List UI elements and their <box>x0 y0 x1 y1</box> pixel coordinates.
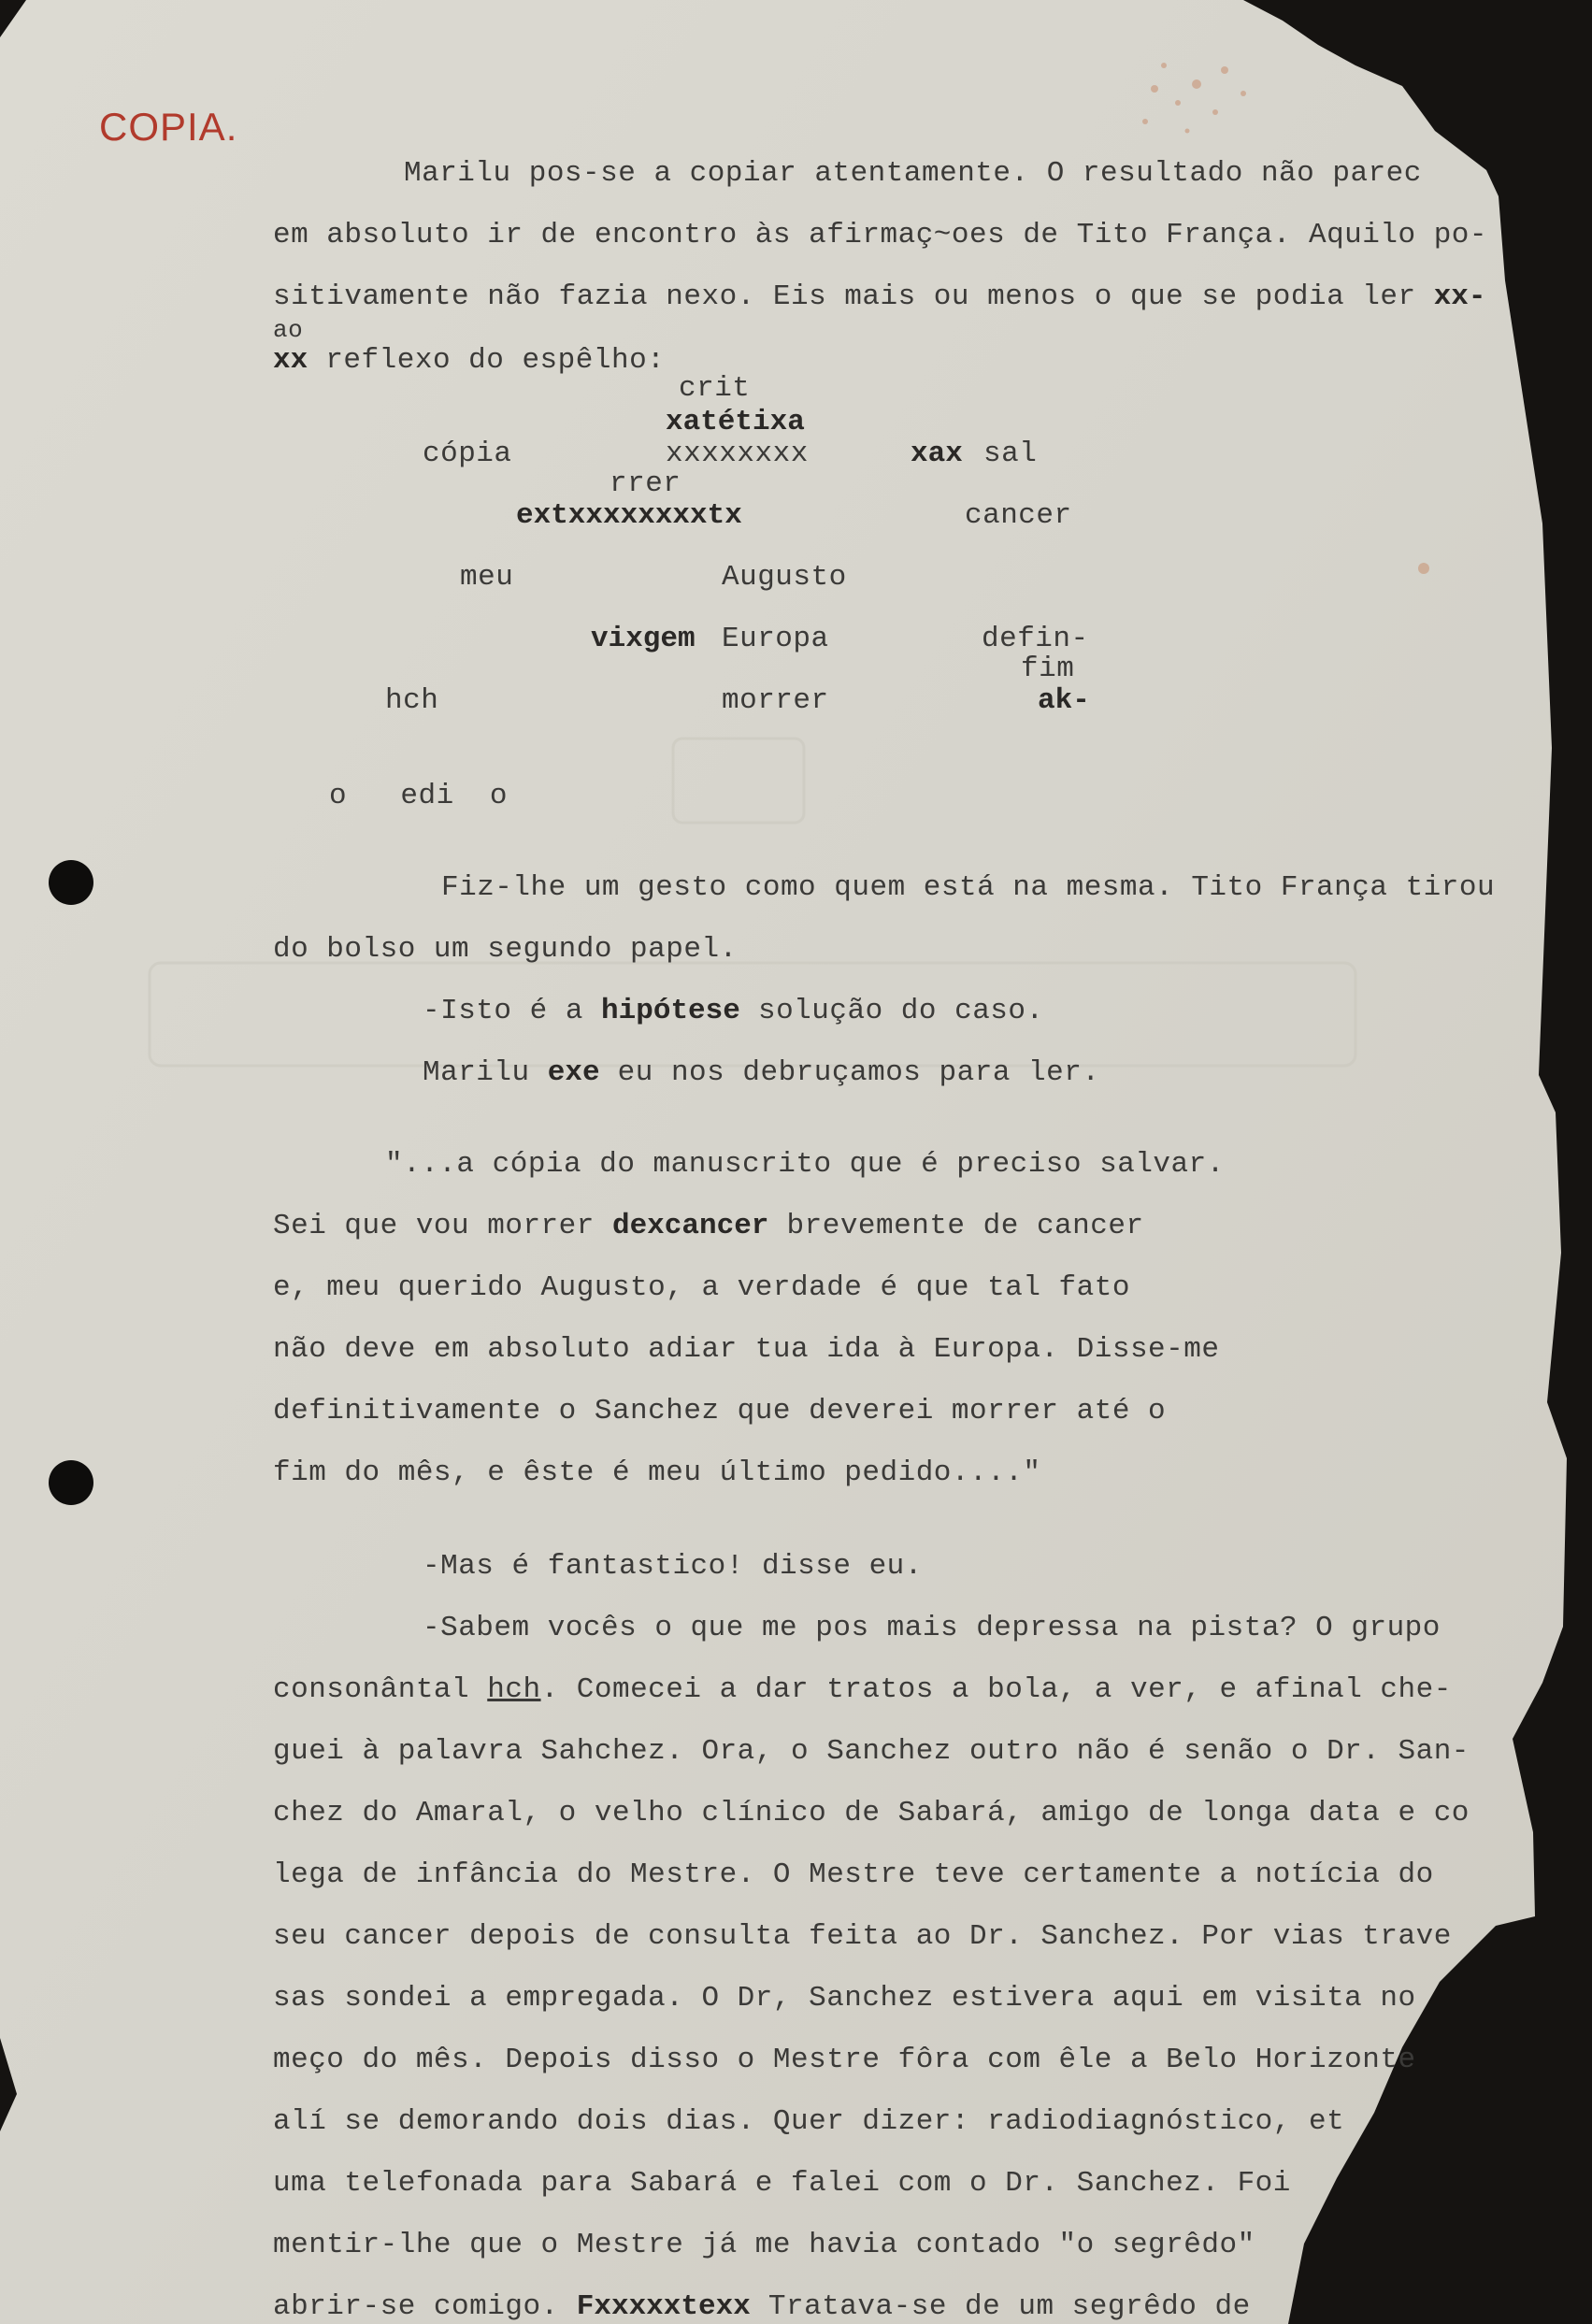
punch-hole-lower <box>49 1460 93 1505</box>
underlined-word: hch <box>487 1673 541 1706</box>
text-span: . Comecei a dar tratos a bola, a ver, e afinal che- <box>540 1673 1452 1706</box>
mirror-word-overstrike: xatétixa <box>666 406 805 438</box>
text-line: chez do Amaral, o velho clínico de Sabará, amigo de longa data e co <box>273 1797 1470 1829</box>
overstrike-mark: exe <box>547 1056 600 1089</box>
text-line <box>423 1058 1099 1087</box>
overstrike-mark: xx- <box>1433 280 1486 313</box>
mirror-word: meu <box>460 561 514 594</box>
text-line: meço do mês. Depois disso o Mestre fôra com êle a Belo Horizonte <box>273 2044 1416 2076</box>
overstrike-mark: hipótese <box>601 995 740 1027</box>
mirror-word: cópia <box>423 438 512 470</box>
mirror-word: hch <box>385 684 439 717</box>
quote-line: fim do mês, e êste é meu último pedido...." <box>273 1456 1041 1489</box>
quote-line: "...a cópia do manuscrito que é preciso salvar. <box>385 1148 1225 1181</box>
mirror-word-overstrike: xax <box>911 438 963 470</box>
text-line: Fiz-lhe um gesto como quem está na mesma. Tito França tirou <box>441 871 1496 904</box>
copia-stamp: COPIA. <box>99 105 238 149</box>
mirror-word: Augusto <box>722 561 847 594</box>
overstrike-mark: xx <box>273 344 308 377</box>
text-line: -Sabem vocês o que me pos mais depressa na pista? O grupo <box>423 1612 1441 1644</box>
overstrike-mark: Fxxxxxtexx <box>576 2290 751 2323</box>
overstrike-mark: dexcancer <box>611 1210 769 1242</box>
text-line: Marilu pos-se a copiar atentamente. O resultado não parec <box>404 157 1422 190</box>
mirror-word-overstrike: vixgem <box>591 623 696 655</box>
punch-hole-upper <box>49 860 93 905</box>
text-line <box>273 1675 1452 1704</box>
text-line: seu cancer depois de consulta feita ao Dr. Sanchez. Por vias trave <box>273 1920 1452 1953</box>
text-line: ao <box>273 316 304 344</box>
text-span: Marilu <box>423 1056 548 1089</box>
text-line: guei à palavra Sahchez. Ora, o Sanchez outro não é senão o Dr. San- <box>273 1735 1470 1768</box>
text-span: Sei que vou morrer <box>273 1210 612 1242</box>
mirror-word: crit <box>679 372 751 405</box>
text-span: solução do caso. <box>739 995 1044 1027</box>
text-line <box>273 346 665 375</box>
mirror-word: rrer <box>610 467 681 500</box>
quote-line: e, meu querido Augusto, a verdade é que tal fato <box>273 1271 1130 1304</box>
text-span: brevemente de cancer <box>768 1210 1144 1242</box>
mirror-word: o edi o <box>329 780 509 812</box>
mirror-word: morrer <box>722 684 829 717</box>
text-span: sitivamente não fazia nexo. Eis mais ou menos o que se podia ler <box>273 280 1434 313</box>
text-line: do bolso um segundo papel. <box>273 933 738 966</box>
text-line: lega de infância do Mestre. O Mestre teve certamente a notícia do <box>273 1858 1434 1891</box>
text-line <box>273 282 1486 311</box>
text-line: uma telefonada para Sabará e falei com o Dr. Sanchez. Foi <box>273 2167 1291 2200</box>
quote-line: definitivamente o Sanchez que deverei morrer até o <box>273 1395 1167 1427</box>
text-span: eu nos debruçamos para ler. <box>599 1056 1100 1089</box>
mirror-word-overstrike: extxxxxxxxxtx <box>516 499 742 532</box>
text-line <box>423 997 1044 1026</box>
mirror-word: fim <box>1021 653 1075 685</box>
text-span: abrir-se comigo. <box>273 2290 577 2323</box>
quote-line: não deve em absoluto adiar tua ida à Europa. Disse-me <box>273 1333 1220 1366</box>
text-line: -Mas é fantastico! disse eu. <box>423 1550 923 1583</box>
text-span: -Isto é a <box>423 995 602 1027</box>
mirror-word: defin- <box>982 623 1089 655</box>
text-span: consonântal <box>273 1673 488 1706</box>
mirror-word: cancer <box>965 499 1072 532</box>
quote-line <box>273 1212 1144 1241</box>
text-span: Tratava-se de um segrêdo de <box>750 2290 1251 2323</box>
mirror-word: sal <box>983 438 1038 470</box>
mirror-word: xxxxxxxx <box>666 438 809 470</box>
text-span: reflexo do espêlho: <box>308 344 666 377</box>
text-line: alí se demorando dois dias. Quer dizer: radiodiagnóstico, et <box>273 2105 1345 2138</box>
text-line: sas sondei a empregada. O Dr, Sanchez estivera aqui em visita no <box>273 1982 1416 2015</box>
text-line: mentir-lhe que o Mestre já me havia contado "o segrêdo" <box>273 2229 1255 2261</box>
mirror-word: Europa <box>722 623 829 655</box>
text-line <box>273 2292 1251 2321</box>
mirror-word-overstrike: ak- <box>1038 684 1090 717</box>
text-line: em absoluto ir de encontro às afirmaç~oes de Tito França. Aquilo po- <box>273 219 1488 251</box>
